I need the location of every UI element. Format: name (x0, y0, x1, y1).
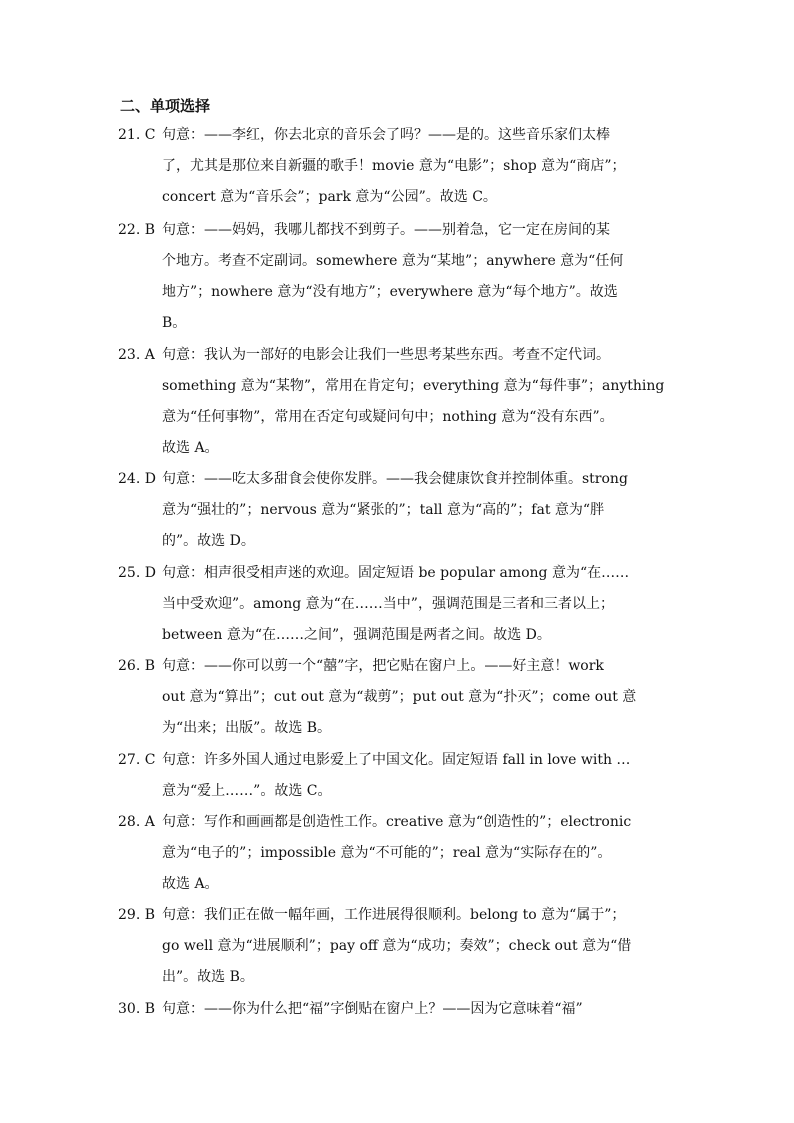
answer-line: 为“出来；出版”。故选 B。 (162, 720, 332, 736)
answer-line: 地方”；nowhere 意为“没有地方”；everywhere 意为“每个地方”。故选 (162, 284, 618, 300)
answer-line: 句意：许多外国人通过电影爱上了中国文化。固定短语 fall in love with … (162, 752, 631, 768)
answer-number: 30. B (118, 1001, 156, 1017)
answer-number: 24. D (118, 471, 156, 487)
answer-number: 29. B (118, 907, 156, 923)
answer-item-27 (118, 745, 678, 807)
answer-item-25 (118, 558, 678, 651)
answer-line: 句意：我认为一部好的电影会让我们一些思考某些东西。考查不定代词。 (162, 347, 610, 363)
answer-line: 句意：——吃太多甜食会使你发胖。——我会健康饮食并控制体重。strong (162, 471, 628, 487)
answer-line: 的”。故选 D。 (162, 533, 255, 549)
answer-item-22 (118, 215, 678, 339)
answer-item-29 (118, 900, 678, 993)
section-title: 二、单项选择 (120, 97, 211, 115)
answer-line: 出”。故选 B。 (162, 969, 254, 985)
answer-number: 26. B (118, 658, 156, 674)
answer-number: 21. C (118, 127, 156, 143)
answer-number: 28. A (118, 814, 155, 830)
answer-line: concert 意为“音乐会”；park 意为“公园”。故选 C。 (162, 189, 497, 205)
answer-line: 故选 A。 (162, 876, 219, 892)
answer-number: 25. D (118, 565, 156, 581)
answer-line: 句意：——妈妈，我哪儿都找不到剪子。——别着急，它一定在房间的某 (162, 222, 610, 238)
answer-item-24 (118, 464, 678, 557)
answer-item-21 (118, 120, 678, 213)
answer-line: 意为“任何事物”，常用在否定句或疑问句中；nothing 意为“没有东西”。 (162, 409, 614, 425)
answer-item-26 (118, 651, 678, 744)
answer-item-23 (118, 340, 678, 464)
answer-line: 句意：——你为什么把“福”字倒贴在窗户上？——因为它意味着“福” (162, 1001, 583, 1017)
answer-line: 当中受欢迎”。among 意为“在……当中”，强调范围是三者和三者以上； (162, 596, 614, 612)
answer-line: 句意：——李红，你去北京的音乐会了吗？——是的。这些音乐家们太棒 (162, 127, 610, 143)
answer-line: go well 意为“进展顺利”；pay off 意为“成功；奏效”；check out 意为“借 (162, 938, 632, 954)
answer-line: something 意为“某物”，常用在肯定句；everything 意为“每件事”；anything (162, 378, 665, 394)
answer-item-30 (118, 994, 678, 1025)
answer-line: 故选 A。 (162, 440, 219, 456)
answer-line: out 意为“算出”；cut out 意为“裁剪”；put out 意为“扑灭”；come out 意 (162, 689, 637, 705)
answer-line: 意为“电子的”；impossible 意为“不可能的”；real 意为“实际存在的”。 (162, 845, 612, 861)
answer-number: 22. B (118, 222, 156, 238)
answer-number: 23. A (118, 347, 155, 363)
answer-line: 句意：相声很受相声迷的欢迎。固定短语 be popular among 意为“在…… (162, 565, 630, 581)
answer-line: 意为“强壮的”；nervous 意为“紧张的”；tall 意为“高的”；fat 意为“胖 (162, 502, 605, 518)
answer-line: 意为“爱上……”。故选 C。 (162, 783, 332, 799)
answer-line: B。 (162, 315, 187, 331)
answer-line: 个地方。考查不定副词。somewhere 意为“某地”；anywhere 意为“任何 (162, 253, 624, 269)
answer-number: 27. C (118, 752, 156, 768)
answer-item-28 (118, 807, 678, 900)
answer-line: 句意：写作和画画都是创造性工作。creative 意为“创造性的”；electronic (162, 814, 632, 830)
answer-line: 了，尤其是那位来自新疆的歌手！movie 意为“电影”；shop 意为“商店”； (162, 158, 626, 174)
answer-line: 句意：我们正在做一幅年画，工作进展得很顺利。belong to 意为“属于”； (162, 907, 626, 923)
answer-line: 句意：——你可以剪一个“囍”字，把它贴在窗户上。——好主意！work (162, 658, 604, 674)
answer-line: between 意为“在……之间”，强调范围是两者之间。故选 D。 (162, 627, 551, 643)
